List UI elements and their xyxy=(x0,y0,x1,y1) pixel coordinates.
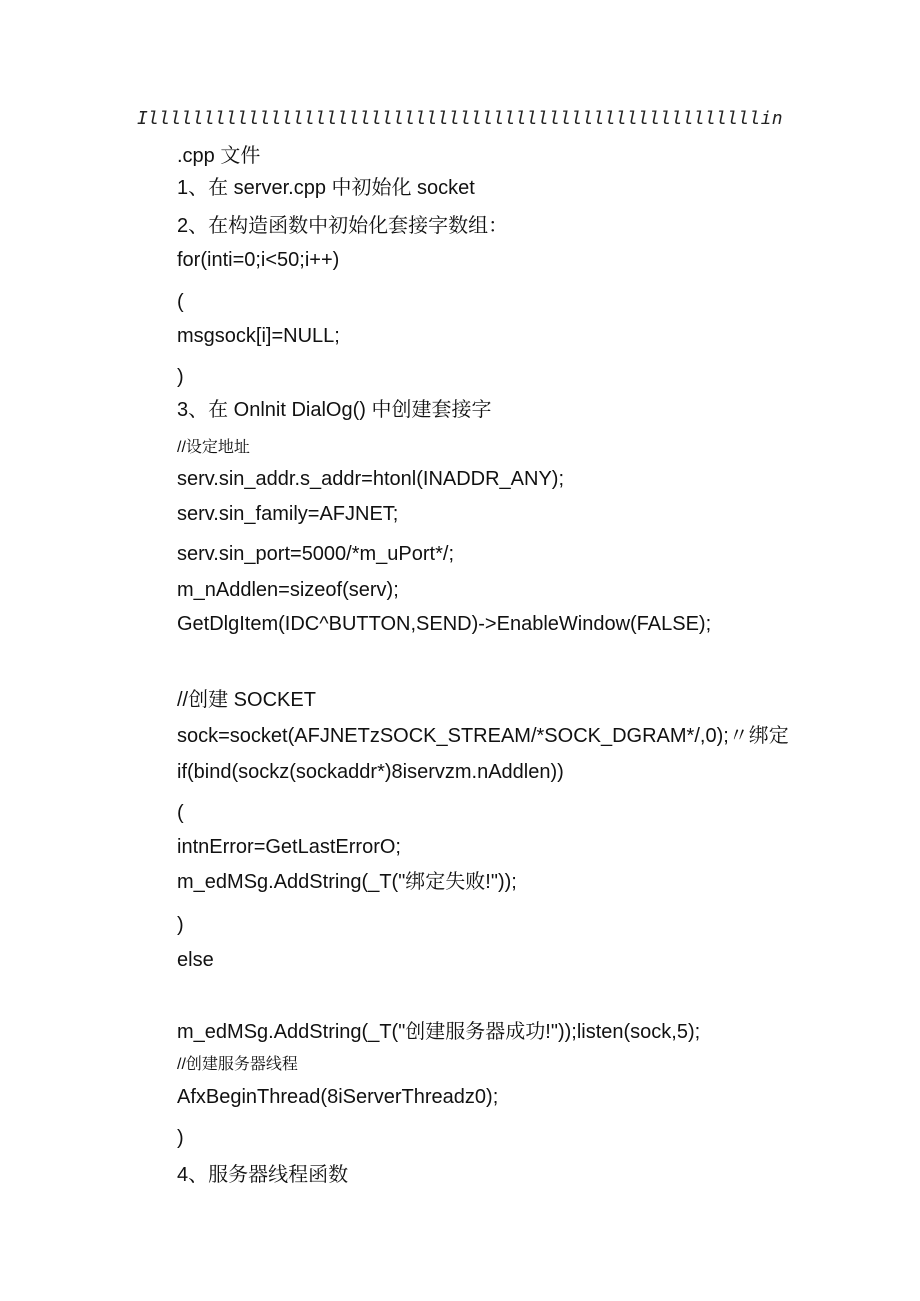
code-line-for-loop: for(inti=0;i<50;i++) xyxy=(177,249,340,271)
text-line-step-3: 3、在 Onlnit DialOg() 中创建套接字 xyxy=(177,399,492,421)
text-line-cpp-file: .cpp 文件 xyxy=(177,145,261,167)
text-line-step-2: 2、在构造函数中初始化套接字数组： xyxy=(177,215,509,237)
code-line-bind-failed-msg: m_edMSg.AddString(_T("绑定失败!")); xyxy=(177,871,517,893)
code-line-bind-check: if(bind(sockz(sockaddr*)8iservzm.nAddlen)) xyxy=(177,761,564,783)
code-line-close-paren-3: ) xyxy=(177,1127,184,1149)
code-line-socket-call: sock=socket(AFJNETzSOCK_STREAM/*SOCK_DGRAM*/,0);〃绑定 xyxy=(177,725,789,747)
text-line-step-1: 1、在 server.cpp 中初始化 socket xyxy=(177,177,475,199)
code-line-sin-family: serv.sin_family=AFJNET; xyxy=(177,503,399,525)
text-line-step-4: 4、服务器线程函数 xyxy=(177,1164,349,1186)
code-line-addrlen: m_nAddlen=sizeof(serv); xyxy=(177,579,399,601)
code-line-close-paren: ) xyxy=(177,366,184,388)
header-rule-text: Illlllllllllllllllllllllllllllllllllllllllllllllllllllllin xyxy=(137,108,783,129)
code-comment-create-socket: //创建 SOCKET xyxy=(177,689,316,711)
code-line-server-success-listen: m_edMSg.AddString(_T("创建服务器成功!"));listen(sock,5); xyxy=(177,1021,701,1043)
code-comment-create-thread: //创建服务器线程 xyxy=(177,1056,298,1073)
code-line-enable-window: GetDlgItem(IDC^BUTTON,SEND)->EnableWindow(FALSE); xyxy=(177,613,712,635)
code-comment-set-address: //设定地址 xyxy=(177,439,250,456)
code-line-afx-begin-thread: AfxBeginThread(8iServerThreadz0); xyxy=(177,1086,499,1108)
code-line-sin-port: serv.sin_port=5000/*m_uPort*/; xyxy=(177,543,455,565)
code-line-open-paren-2: ( xyxy=(177,802,184,824)
code-line-get-last-error: intnError=GetLastErrorO; xyxy=(177,836,401,858)
code-line-close-paren-2: ) xyxy=(177,914,184,936)
code-line-open-paren: ( xyxy=(177,291,184,313)
code-line-else: else xyxy=(177,949,214,971)
code-line-sin-addr: serv.sin_addr.s_addr=htonl(INADDR_ANY); xyxy=(177,468,565,490)
code-line-msgsock-null: msgsock[i]=NULL; xyxy=(177,325,340,347)
